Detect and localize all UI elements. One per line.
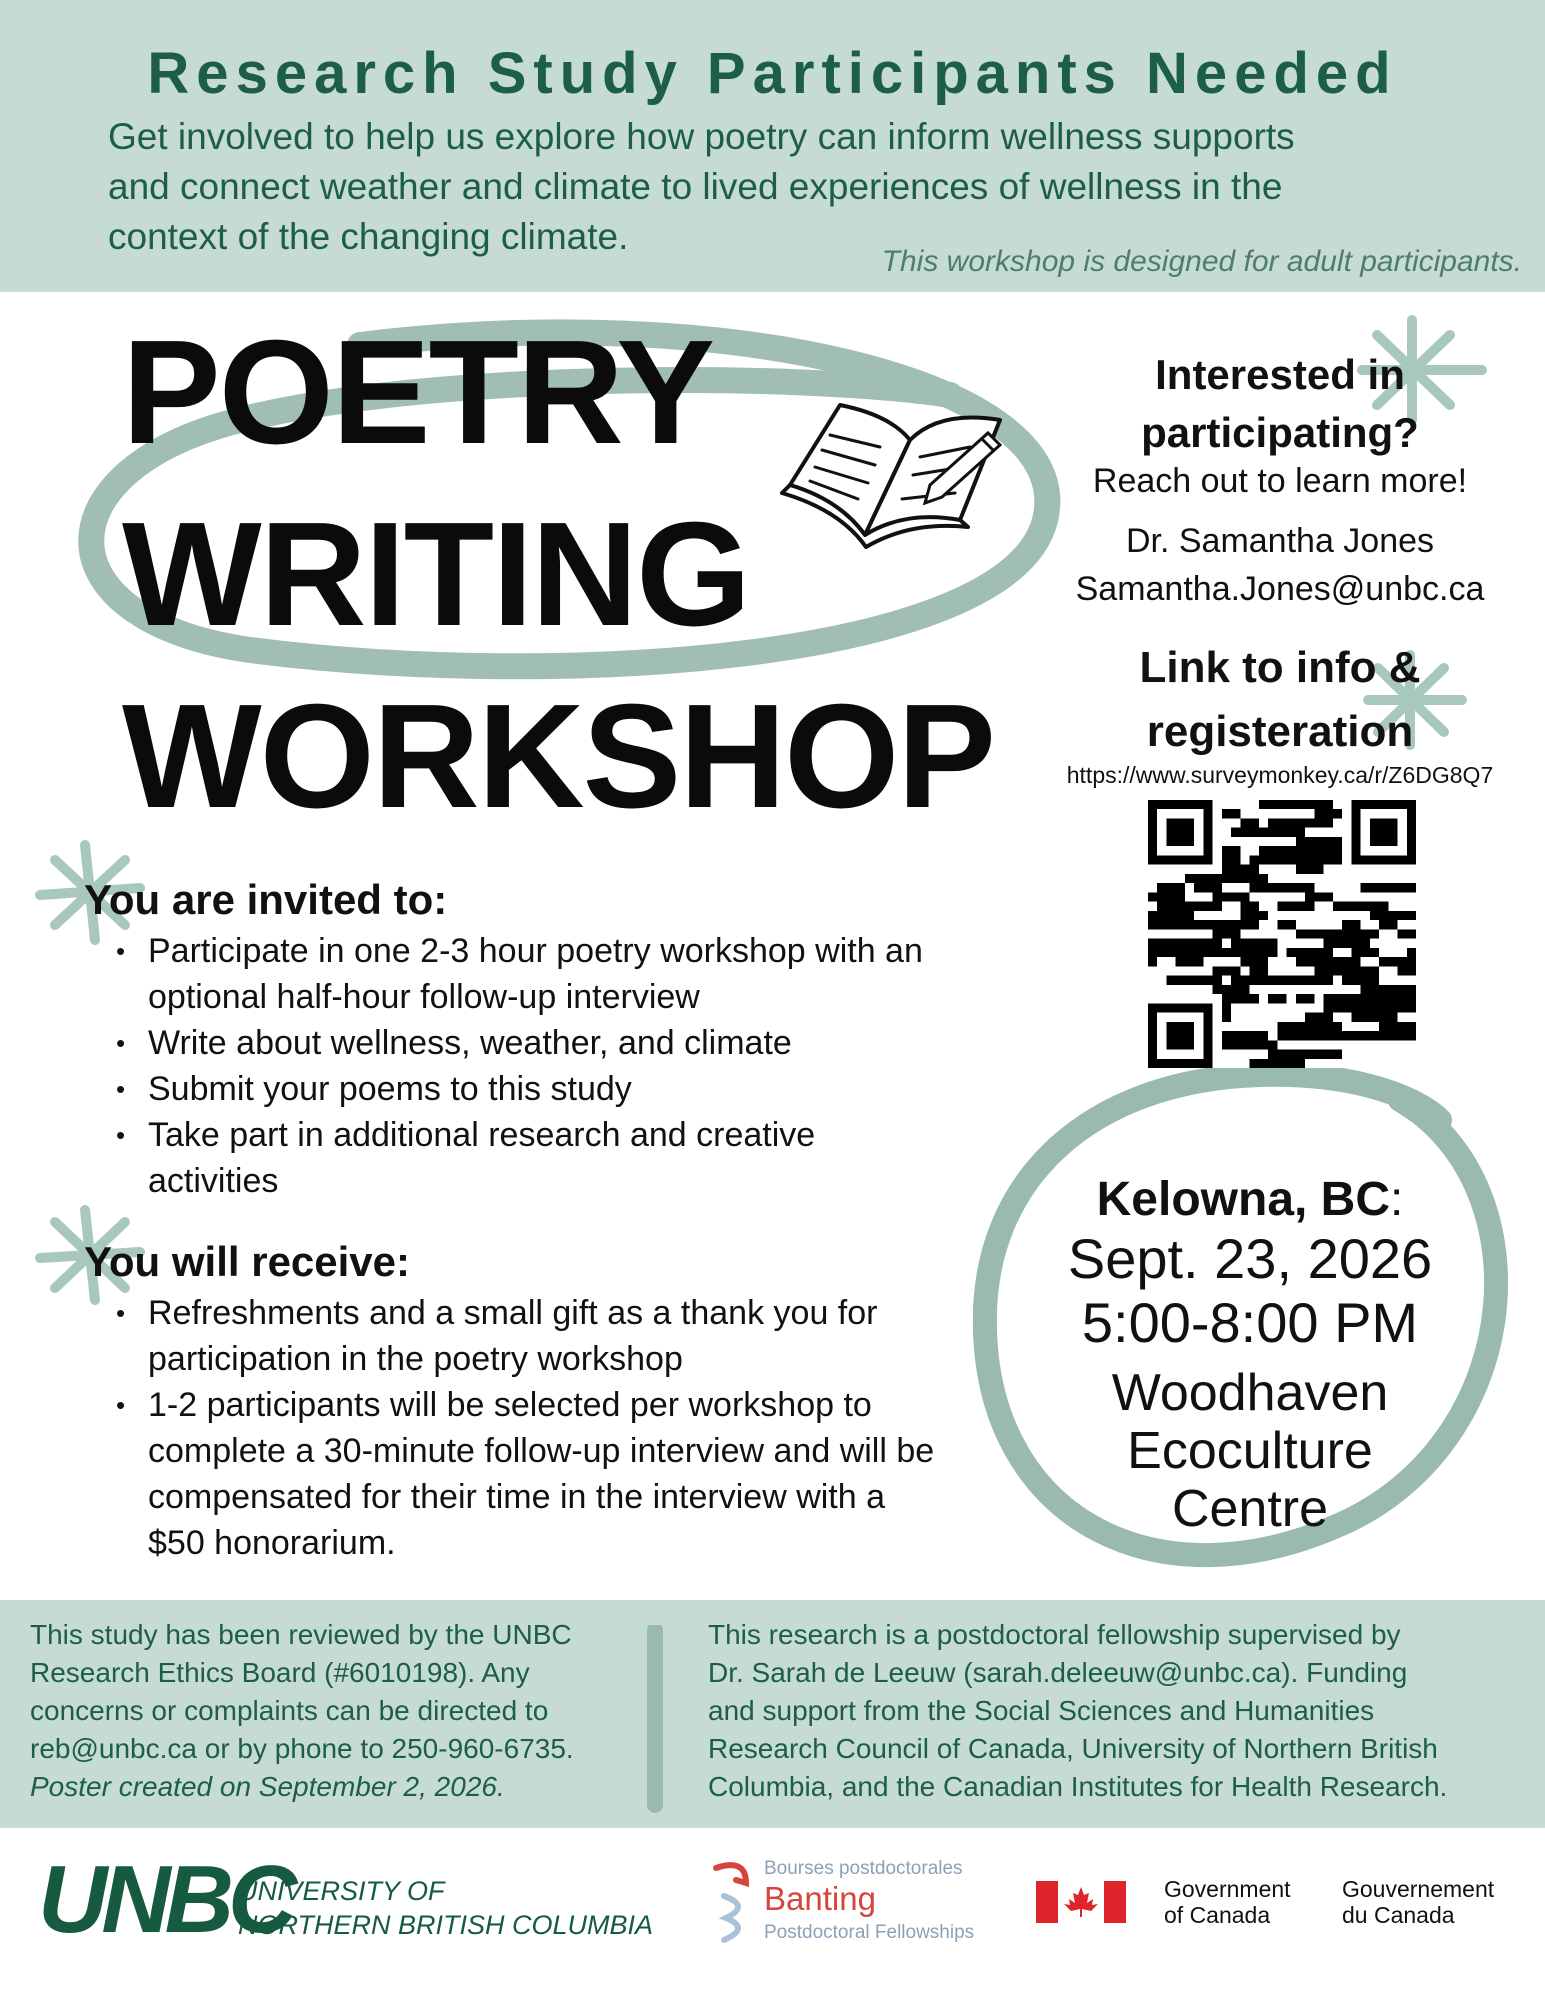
venue-line: Woodhaven [1111, 1364, 1389, 1422]
header-description-line: context of the changing climate. [108, 216, 629, 257]
canada-flag-icon [1036, 1881, 1126, 1923]
event-date: Sept. 23, 2026 [1067, 1227, 1433, 1290]
funding-statement [708, 1616, 1528, 1806]
ethics-statement [30, 1616, 650, 1806]
funding-line: Columbia, and the Canadian Institutes for Health Research. [708, 1771, 1448, 1802]
list-item: • Participate in one 2-3 hour poetry workshop with an optional half-hour follow-up interview [108, 928, 938, 1020]
event-city [1010, 1172, 1490, 1227]
unbc-name-line: NORTHERN BRITISH COLUMBIA [238, 1910, 654, 1940]
gov-fr-line: Gouvernement [1342, 1876, 1495, 1902]
event-time: 5:00-8:00 PM [1081, 1291, 1419, 1354]
contact-email-link[interactable]: Samantha.Jones@unbc.ca [1075, 570, 1485, 608]
ethics-line: This study has been reviewed by the UNBC [30, 1619, 572, 1650]
notebook-pencil-icon [770, 395, 1020, 555]
ethics-line: Research Ethics Board (#6010198). Any [30, 1657, 530, 1688]
banting-text-fr: Bourses postdoctorales [764, 1858, 963, 1879]
title-line-writing: WRITING [122, 492, 750, 657]
title-line-poetry: POETRY [122, 310, 714, 475]
gov-fr-line: du Canada [1342, 1902, 1455, 1928]
registration-url-link[interactable]: https://www.surveymonkey.ca/r/Z6DG8Q7 [1066, 762, 1494, 788]
invite-list [108, 928, 938, 1204]
government-of-canada-en [1164, 1876, 1291, 1928]
interested-line: Interested in [1155, 351, 1405, 398]
header-description [108, 112, 1428, 262]
government-of-canada-fr [1342, 1876, 1494, 1928]
gov-en-line: of Canada [1164, 1902, 1271, 1928]
footer-divider-stroke [640, 1625, 670, 1815]
funding-line: Dr. Sarah de Leeuw (sarah.deleeuw@unbc.ca). Funding [708, 1657, 1408, 1688]
list-item: • Submit your poems to this study [108, 1066, 938, 1112]
title-line-workshop: WORKSHOP [122, 674, 994, 839]
link-heading [1050, 636, 1510, 764]
header-description-line: and connect weather and climate to lived experiences of wellness in the [108, 166, 1283, 207]
funding-line: Research Council of Canada, University of Northern British [708, 1733, 1438, 1764]
interested-heading [1050, 346, 1510, 462]
receive-list [108, 1290, 938, 1566]
banting-logo-icon [706, 1858, 756, 1948]
banting-name: Banting [764, 1880, 876, 1917]
banting-text-en: Postdoctoral Fellowships [764, 1922, 975, 1943]
venue-line: Ecoculture [1127, 1422, 1373, 1480]
qr-code[interactable] [1148, 800, 1416, 1068]
unbc-logo: UNBC [38, 1846, 292, 1953]
unbc-name [238, 1874, 653, 1942]
reach-out-text: Reach out to learn more! [1092, 462, 1468, 500]
funding-line: and support from the Social Sciences and Humanities [708, 1695, 1375, 1726]
list-item: • Take part in additional research and creative activities [108, 1112, 938, 1204]
link-heading-line: registeration [1146, 707, 1414, 756]
event-city-name: Kelowna, BC [1096, 1173, 1391, 1226]
gov-en-line: Government [1164, 1876, 1291, 1902]
adult-note: This workshop is designed for adult participants. [881, 245, 1522, 278]
ethics-line: reb@unbc.ca or by phone to 250-960-6735. [30, 1733, 574, 1764]
event-venue [1010, 1364, 1490, 1538]
poster-date: Poster created on September 2, 2026. [30, 1771, 505, 1802]
list-item: • 1-2 participants will be selected per workshop to complete a 30-minute follow-up interview and will be compensated for their time in the interview with a $50 honorarium. [108, 1382, 938, 1566]
interested-line: participating? [1141, 409, 1419, 456]
event-city-colon: : [1390, 1173, 1404, 1226]
funding-line: This research is a postdoctoral fellowship supervised by [708, 1619, 1401, 1650]
list-item: • Refreshments and a small gift as a thank you for participation in the poetry workshop [108, 1290, 938, 1382]
ethics-line: concerns or complaints can be directed to [30, 1695, 549, 1726]
contact-name: Dr. Samantha Jones [1125, 522, 1435, 560]
venue-line: Centre [1171, 1480, 1329, 1538]
receive-heading: You will receive: [84, 1238, 411, 1285]
header-title: Research Study Participants Needed [147, 41, 1398, 106]
list-item: • Write about wellness, weather, and climate [108, 1020, 938, 1066]
unbc-name-line: UNIVERSITY OF [238, 1876, 445, 1906]
link-heading-line: Link to info & [1139, 643, 1421, 692]
header-description-line: Get involved to help us explore how poetry can inform wellness supports [108, 116, 1295, 157]
invite-heading: You are invited to: [84, 876, 448, 923]
